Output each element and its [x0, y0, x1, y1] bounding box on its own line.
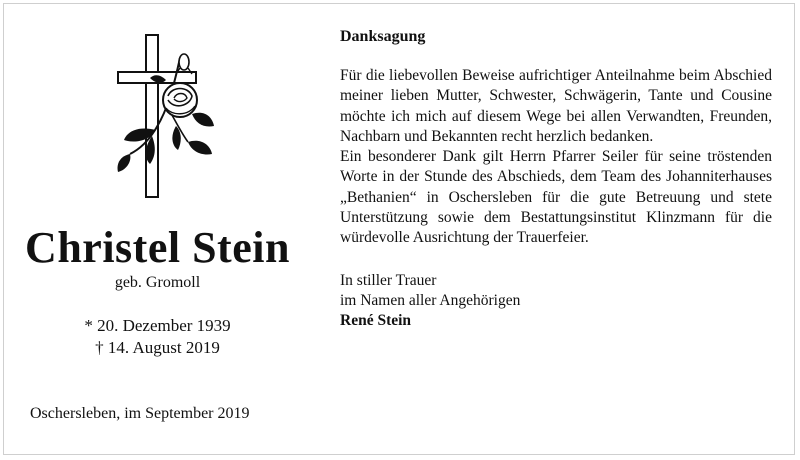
birth-date: * 20. Dezember 1939 — [84, 316, 231, 335]
deceased-name: Christel Stein — [25, 223, 290, 272]
closing-block — [340, 271, 772, 332]
death-date: † 14. August 2019 — [95, 338, 220, 357]
cross-with-rose-icon — [110, 30, 220, 200]
thanks-paragraph-1: Für die liebevollen Beweise aufrichtiger Anteilnahme beim Abschied meiner lieben Mutter, Schwester, Schwägerin, Tante und Cousine möchte ich mich auf diesem Wege bei allen Verwandten, Freunden, Nachbarn und Bekannten recht herzlich bedanken. — [340, 67, 772, 145]
closing-line-2: im Namen aller Angehörigen — [340, 291, 521, 309]
right-column — [340, 28, 772, 332]
maiden-name: geb. Gromoll — [114, 274, 201, 291]
notice-heading: Danksagung — [340, 28, 426, 45]
thanks-paragraph-2: Ein besonderer Dank gilt Herrn Pfarrer Seiler für seine tröstenden Worte in der Stunde des Abschieds, dem Team des Johanniterhauses „Bethanien“ in Oschersleben für die gute Betreuung und stete Unterstützung sowie dem Bestattungsinstitut Klinzmann für die würdevolle Ausrichtung der Trauerfeier. — [340, 148, 772, 247]
left-column — [0, 0, 315, 460]
place-and-date: Oschersleben, im September 2019 — [30, 405, 250, 422]
signer-name: René Stein — [340, 312, 412, 330]
closing-line-1: In stiller Trauer — [340, 271, 437, 289]
